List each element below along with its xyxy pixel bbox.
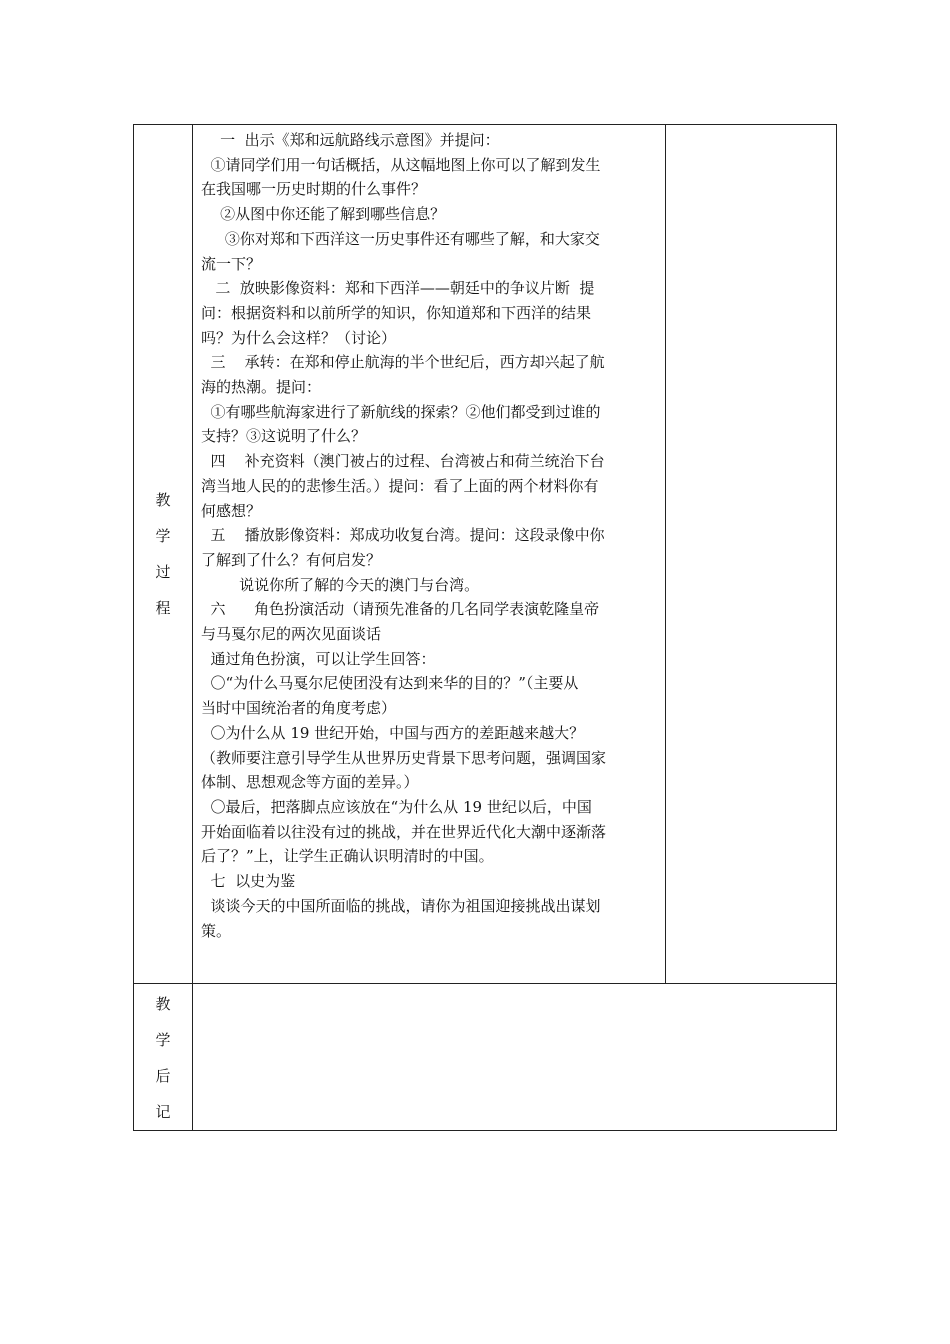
text-line: ③你对郑和下西洋这一历史事件还有哪些了解，和大家交 [201,229,600,248]
label-char: 程 [155,599,171,617]
text-line: 后了？”上，让学生正确认识明清时的中国。 [201,847,494,866]
text-line: 一 出示《郑和远航路线示意图》并提问： [201,131,500,149]
text-line: 五 播放影像资料：郑成功收复台湾。提问：这段录像中你 [201,526,605,545]
text-line: （教师要注意引导学生从世界历史背景下思考问题，强调国家 [201,748,607,767]
text-line: ②从图中你还能了解到哪些信息？ [201,205,446,224]
teaching-notes-content-cell [193,984,837,1131]
text-line: 湾当地人民的的悲惨生活。）提问：看了上面的两个材料你有 [201,476,599,495]
text-line: 三 承转：在郑和停止航海的半个世纪后，西方却兴起了航 [201,353,605,372]
label-char: 后 [155,1067,171,1085]
teaching-process-label [155,482,170,626]
text-line: 体制、思想观念等方面的差异。） [201,773,419,792]
text-line: 〇最后，把落脚点应该放在“为什么从 19 世纪以后，中国 [201,797,592,816]
text-line: 通过角色扮演，可以让学生回答： [201,649,436,668]
label-char: 教 [155,995,171,1013]
text-line: 了解到了什么？有何启发？ [201,550,382,569]
text-line: 何感想？ [201,501,262,520]
text-line: ①有哪些航海家进行了新航线的探索？②他们都受到过谁的 [201,402,601,421]
teaching-notes-label [155,986,170,1130]
text-line: 七 以史为鉴 [201,872,296,891]
teaching-process-content-cell [193,125,666,984]
text-line: 问：根据资料和以前所学的知识，你知道郑和下西洋的结果 [201,303,592,322]
text-line: 支持？③这说明了什么？ [201,427,367,446]
label-char: 过 [155,563,171,581]
teaching-notes-label-cell [134,984,193,1131]
lesson-plan-table [133,124,837,1131]
label-char: 学 [155,1031,171,1049]
text-line: 六 角色扮演活动（请预先准备的几名同学表演乾隆皇帝 [201,600,600,619]
teaching-process-content [193,125,665,973]
text-line: 海的热潮。提问： [201,378,322,397]
text-line: 说说你所了解的今天的澳门与台湾。 [201,575,480,594]
text-line: 流一下？ [201,254,262,273]
text-line: 二 放映影像资料：郑和下西洋——朝廷中的争议片断 提 [201,279,595,298]
text-line: 在我国哪一历史时期的什么事件？ [201,180,427,199]
text-line: 与马戛尔尼的两次见面谈话 [201,625,382,644]
text-line: 四 补充资料（澳门被占的过程、台湾被占和荷兰统治下台 [201,452,605,471]
label-char: 记 [155,1103,171,1121]
text-line: 〇“为什么马戛尔尼使团没有达到来华的目的？”（主要从 [201,674,579,693]
text-line: 开始面临着以往没有过的挑战，并在世界近代化大潮中逐渐落 [201,822,607,841]
label-char: 学 [155,527,171,545]
teaching-process-label-cell [134,125,193,984]
text-line: 〇为什么从 19 世纪开始，中国与西方的差距越来越大？ [201,723,585,742]
text-line: 策。 [201,921,232,940]
label-char: 教 [155,491,171,509]
text-line: 谈谈今天的中国所面临的挑战，请你为祖国迎接挑战出谋划 [201,896,601,915]
notes-column-cell [666,125,837,984]
teaching-process-row [134,125,837,984]
text-line: ①请同学们用一句话概括，从这幅地图上你可以了解到发生 [201,155,601,174]
teaching-notes-row [134,984,837,1131]
text-line: 吗？为什么会这样？（讨论） [201,328,397,347]
text-line: 当时中国统治者的角度考虑） [201,699,397,718]
